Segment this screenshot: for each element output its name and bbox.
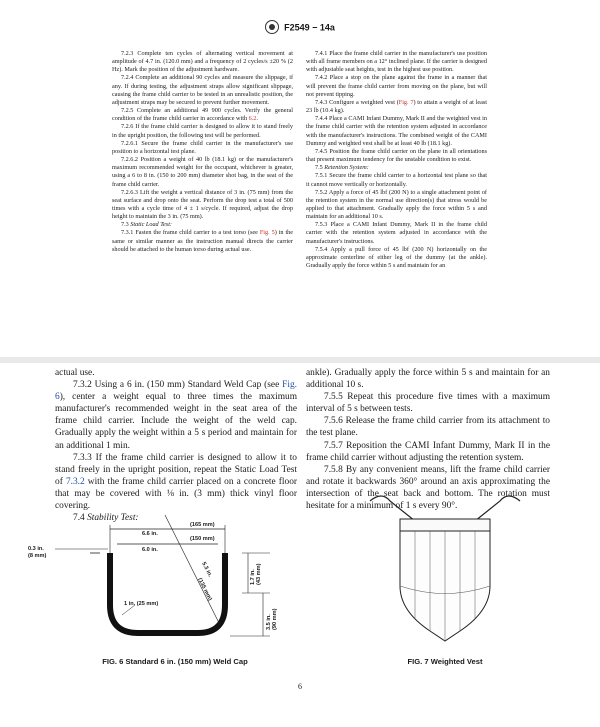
top-left-paragraph: 7.2.5 Complete an additional 49 900 cycles. Verify the general condition of the frame child carrier in accordance with 6.2.: [112, 107, 293, 123]
dim-150mm: (150 mm): [190, 536, 215, 542]
bottom-right-paragraph: 7.5.5 Repeat this procedure five times with a maximum interval of 5 s between tests.: [306, 392, 550, 415]
top-left-paragraph: 7.2.6.1 Secure the frame child carrier in the manufacturer's use position to a horizontal test plane.: [112, 139, 293, 155]
dim-43mm: (43 mm): [256, 563, 262, 585]
dim-1-7in: 1.7 in.: [250, 569, 256, 585]
bottom-left-paragraph: 7.4 Stability Test:: [73, 513, 139, 524]
top-right-paragraph: 7.4.2 Place a stop on the plane against the frame in a manner that will prevent the frame child carrier from moving on the plane, but will not prevent tipping.: [306, 74, 487, 98]
page-number: 6: [298, 682, 302, 691]
fig6-caption: FIG. 6 Standard 6 in. (150 mm) Weld Cap: [102, 657, 248, 666]
bottom-right-paragraph: 7.5.6 Release the frame child carrier from its attachment to the test plane.: [306, 416, 550, 439]
dim-3-5in: 3.5 in.: [266, 614, 272, 630]
dim-6-6in: 6.6 in.: [142, 531, 158, 537]
top-right-paragraph: 7.5.3 Place a CAMI Infant Dummy, Mark II in the frame child carrier with the retention system adjusted in accordance with the manufacturer's instructions.: [306, 221, 487, 245]
bottom-left-paragraph: actual use.: [55, 368, 95, 378]
fig7-caption: FIG. 7 Weighted Vest: [407, 657, 483, 666]
bottom-left-paragraph: 7.3.3 If the frame child carrier is designed to allow it to stand freely in the upright position, repeat the Static Load Test of 7.3.2 with the frame child carrier placed on a concrete floor that may be covered with ⅛ in. (3 mm) thick vinyl floor covering.: [55, 452, 297, 512]
top-left-paragraph: 7.3.1 Fasten the frame child carrier to a test torso (see Fig. 5) in the same or similar manner as the instruction manual directs the carrier should be attached to the human torso during actual use.: [112, 229, 293, 253]
page-header: [0, 18, 600, 38]
bottom-left-paragraph: 7.3.2 Using a 6 in. (150 mm) Standard Weld Cap (see Fig. 6), center a weight equal to three times the maximum manufacturer's recommended weight in the seat area of the frame child carrier. Include the weight of the weld cap. Gradually apply the weight within a 5 s period and maintain for an additional 1 min.: [55, 380, 297, 451]
top-left-paragraph: 7.3 Static Load Test:: [121, 221, 172, 229]
dim-135mm: (135 mm): [196, 577, 213, 602]
top-left-paragraph: 7.2.6.2 Position a weight of 40 lb (18.1 kg) or the manufacturer's maximum recommended weight for the occupant, whichever is greater, using a 6 to 8 in. (150 to 200 mm) diameter shot bag, in the seat of the frame child carrier.: [112, 156, 293, 188]
dim-90mm: (90 mm): [272, 608, 278, 630]
top-left-column: [112, 50, 293, 254]
top-left-paragraph: 7.2.6.3 Lift the weight a vertical distance of 3 in. (75 mm) from the seat surface and drop onto the seat. Perform the drop test a total of 500 times with a cycle time of 4 ± 1 s/cycle. If required, adjust the drop height to maintain the 3 in. (75 mm).: [112, 188, 293, 221]
top-right-paragraph: 7.4.4 Place a CAMI Infant Dummy, Mark II and the weighted vest in the frame child carrier with the retention system adjusted in accordance with the manufacturer's instructions. The combined weight of the CAMI Dummy and weighted vest shall be at least 40 lb (18.1 kg).: [306, 115, 487, 147]
dim-165mm: (165 mm): [190, 522, 215, 528]
bottom-right-paragraph: 7.5.7 Reposition the CAMI Infant Dummy, Mark II in the frame child carrier without adjusting the retention system.: [306, 440, 550, 463]
dim-0-3in: 0.3 in.: [28, 546, 44, 552]
top-right-paragraph: 7.5.4 Apply a pull force of 45 lbf (200 N) horizontally on the approximate centerline of either leg of the dummy (at the ankle). Gradually apply the force within 5 s and maintain for an: [306, 245, 487, 270]
bottom-page: [0, 363, 600, 727]
top-right-paragraph: 7.5.2 Apply a force of 45 lbf (200 N) to a single attachment point of the retention system in the normal use direction(s) that stress would be applied to that attachment. Gradually apply the force within 5 s and maintain for an additional 10 s.: [306, 188, 487, 221]
dim-5-3in: 5.3 in.: [200, 561, 213, 579]
dim-6-0in: 6.0 in.: [142, 547, 158, 553]
weighted-vest-figure: [360, 491, 530, 651]
top-left-paragraph: 7.2.4 Complete an additional 90 cycles and measure the slippage, if any. If during testing, the adjustment straps allow significant slippage, causing the frame child carrier to be tested in an unrealistic position, the adjustment straps may be secured to prevent further movement.: [112, 74, 293, 106]
top-right-column: [306, 50, 487, 270]
bottom-right-paragraph: 7.5.8 By any convenient means, lift the frame child carrier and rotate it backwards 360° around an axis approximating the intersection of the seat back and bottom. The rotation must hesitate for a minimum of 1 s every 90°.: [306, 464, 550, 512]
top-right-paragraph: 7.5 Retention System:: [315, 164, 369, 172]
bottom-right-paragraph: ankle). Gradually apply the force within 5 s and maintain for an additional 10 s.: [306, 368, 550, 391]
top-right-paragraph: 7.5.1 Secure the frame child carrier to a horizontal test plane so that it cannot move vertically or horizontally.: [306, 172, 487, 188]
dim-1in-25mm: 1 in. (25 mm): [124, 601, 159, 607]
top-right-paragraph: 7.4.1 Place the frame child carrier in the manufacturer's use position with all frame members on a 12° inclined plane. If the carrier is designed with adjustable seat heights, test in the highest use position.: [306, 50, 487, 74]
astm-logo-icon: [265, 20, 279, 34]
top-right-paragraph: 7.4.3 Configure a weighted vest (Fig. 7) to attain a weight of at least 23 lb (10.4 kg).: [306, 98, 487, 115]
weld-cap-figure: [20, 505, 320, 655]
top-left-paragraph: 7.2.3 Complete ten cycles of alternating vertical movement at amplitude of 4.7 in. (120.0 mm) and a frequency of 2 cycles/s ±20 % (2 Hz). Mark the position of the adjustment hardware.: [112, 50, 293, 74]
top-page: [0, 0, 600, 358]
dim-8mm: (8 mm): [28, 553, 47, 559]
top-right-paragraph: 7.4.5 Position the frame child carrier on the plane in all orientations that present maximum tendency for the unstable condition to exist.: [306, 147, 487, 164]
standard-designation: F2549 − 14a: [284, 22, 335, 33]
bottom-left-column: [55, 367, 297, 524]
top-left-paragraph: 7.2.6 If the frame child carrier is designed to allow it to stand freely in the upright position, the following test will be performed.: [112, 123, 293, 139]
